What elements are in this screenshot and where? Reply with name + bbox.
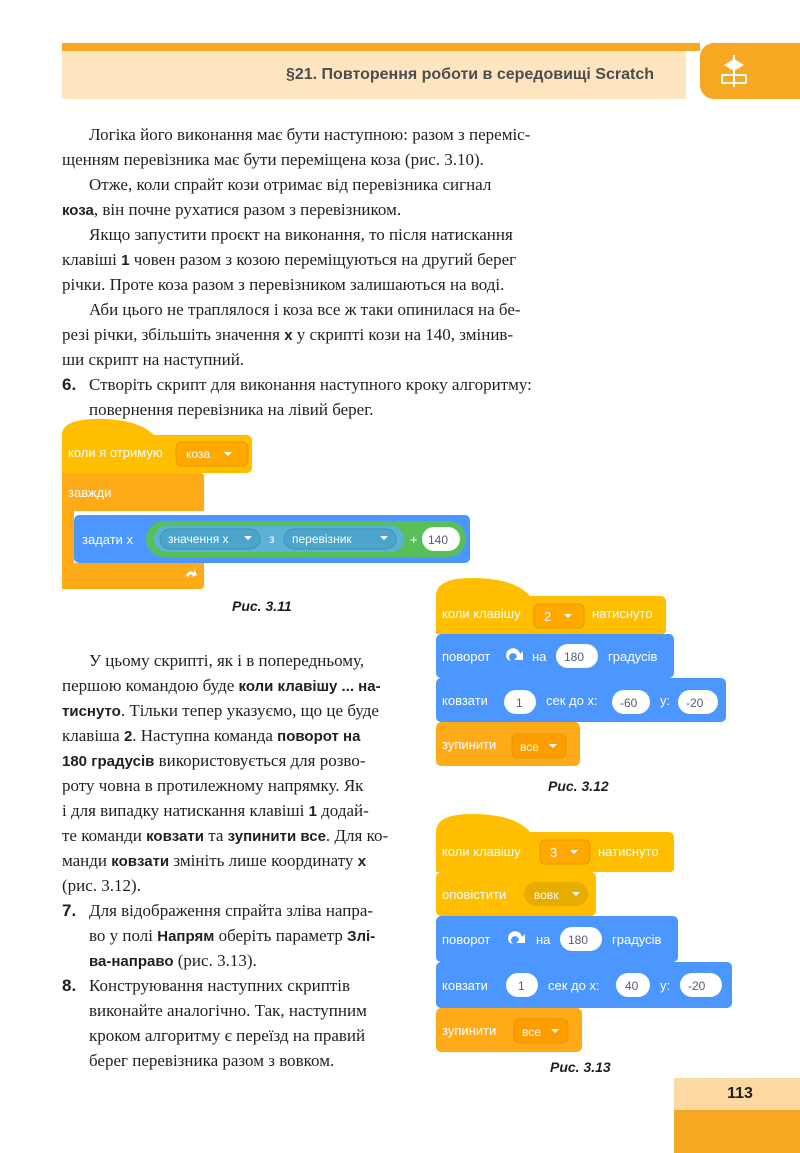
step-line: ва-направо (рис. 3.13). bbox=[89, 951, 257, 970]
scratch-script-fig-3-11 bbox=[58, 415, 478, 595]
step-line: во у полі Напрям оберіть параметр Злі- bbox=[89, 926, 376, 945]
paragraph-line: (рис. 3.12). bbox=[62, 876, 141, 895]
paragraph-line: тиснуто. Тільки тепер указуємо, що це буде bbox=[62, 701, 379, 720]
figure-caption: Рис. 3.13 bbox=[550, 1059, 611, 1075]
x-value: 40 bbox=[625, 979, 639, 993]
glide-label: ковзати bbox=[442, 978, 488, 993]
stop-label: зупинити bbox=[442, 737, 497, 752]
of-label: з bbox=[269, 532, 275, 546]
y-value: -20 bbox=[688, 979, 706, 993]
secs-to-x-label: сек до x: bbox=[546, 693, 598, 708]
step-line: Створіть скрипт для виконання наступного кроку алгоритму: bbox=[89, 375, 532, 394]
key-dropdown[interactable] bbox=[534, 604, 584, 628]
paragraph-line: Аби цього не траплялося і коза все ж таки опинилася на бе- bbox=[89, 300, 521, 319]
degrees-value: 180 bbox=[564, 650, 585, 664]
on-label: на bbox=[532, 649, 547, 664]
turn-label: поворот bbox=[442, 932, 491, 947]
paragraph-line: Якщо запустити проєкт на виконання, то після натискання bbox=[89, 225, 513, 244]
hat-label: коли клавішу bbox=[442, 606, 521, 621]
page-number-tab bbox=[674, 1110, 800, 1153]
hat-suffix: натиснуто bbox=[598, 844, 659, 859]
on-label: на bbox=[536, 932, 551, 947]
turn-label: поворот bbox=[442, 649, 491, 664]
figure-caption: Рис. 3.11 bbox=[232, 598, 292, 614]
broadcast-label: оповістити bbox=[442, 887, 507, 902]
stop-label: зупинити bbox=[442, 1023, 497, 1038]
y-value: -20 bbox=[686, 696, 704, 710]
paragraph-line: Отже, коли спрайт кози отримає від перевізника сигнал bbox=[89, 175, 492, 194]
hat-label: коли клавішу bbox=[442, 844, 521, 859]
x-value: -60 bbox=[620, 696, 638, 710]
flowchart-icon bbox=[716, 53, 752, 89]
degrees-label: градусів bbox=[608, 649, 658, 664]
key-dropdown[interactable] bbox=[540, 840, 590, 864]
paragraph-line: Логіка його виконання має бути наступною: разом з переміс- bbox=[89, 125, 531, 144]
paragraph-line: резі річки, збільшіть значення x у скрипті кози на 140, змінив- bbox=[62, 325, 514, 344]
paragraph-line: роту човна в протилежному напрямку. Як bbox=[62, 776, 364, 795]
paragraph-line: першою командою буде коли клавішу ... на- bbox=[62, 676, 381, 695]
glide-seconds-value: 1 bbox=[516, 696, 523, 710]
paragraph-line: щенням перевізника має бути переміщена коза (рис. 3.10). bbox=[62, 150, 484, 169]
figure-caption: Рис. 3.12 bbox=[548, 778, 609, 794]
property-value: значення x bbox=[168, 532, 229, 546]
bold-term: коза bbox=[62, 202, 94, 219]
step-number: 6. bbox=[62, 375, 77, 394]
step-line: кроком алгоритму є переїзд на правий bbox=[89, 1026, 366, 1045]
scratch-script-fig-3-12 bbox=[432, 572, 732, 772]
key-value: 3 bbox=[550, 845, 558, 860]
paragraph-line: манди ковзати змініть лише координату x bbox=[62, 851, 367, 870]
header-top-bar bbox=[62, 43, 700, 51]
page-number: 113 bbox=[727, 1085, 753, 1102]
number-value: 140 bbox=[428, 533, 449, 547]
set-x-label: задати x bbox=[82, 532, 134, 547]
paragraph-line: ши скрипт на наступний. bbox=[62, 350, 245, 369]
secs-to-x-label: сек до x: bbox=[548, 978, 600, 993]
glide-seconds-value: 1 bbox=[518, 979, 525, 993]
paragraph-line: річки. Проте коза разом з перевізником залишаються на воді. bbox=[62, 275, 505, 294]
paragraph-line: клавіша 2. Наступна команда поворот на bbox=[62, 726, 361, 745]
plus-operator: + bbox=[410, 532, 418, 547]
step-line: Для відображення спрайта зліва напра- bbox=[89, 901, 374, 920]
step-line: Конструювання наступних скриптів bbox=[89, 976, 350, 995]
scratch-script-fig-3-13 bbox=[432, 808, 742, 1058]
step-number: 8. bbox=[62, 976, 77, 995]
hat-suffix: натиснуто bbox=[592, 606, 653, 621]
paragraph-line: коза, він почне рухатися разом з перевізником. bbox=[62, 200, 402, 219]
degrees-label: градусів bbox=[612, 932, 662, 947]
message-value: коза bbox=[186, 447, 211, 461]
paragraph-line: клавіші 1 човен разом з козою переміщуються на другий берег bbox=[62, 250, 517, 269]
forever-label: завжди bbox=[68, 485, 112, 500]
glide-label: ковзати bbox=[442, 693, 488, 708]
degrees-value: 180 bbox=[568, 933, 589, 947]
stop-option: все bbox=[522, 1025, 541, 1039]
bold-term: x bbox=[284, 327, 293, 344]
paragraph-line: і для випадку натискання клавіші 1 додай- bbox=[62, 801, 369, 820]
step-line: виконайте аналогічно. Так, наступним bbox=[89, 1001, 367, 1020]
section-title: §21. Повторення роботи в середовищі Scratch bbox=[285, 66, 654, 83]
stop-option: все bbox=[520, 740, 539, 754]
y-label: y: bbox=[660, 978, 671, 993]
key-value: 2 bbox=[544, 609, 552, 624]
y-label: y: bbox=[660, 693, 671, 708]
sprite-value: перевізник bbox=[292, 532, 352, 546]
paragraph-line: У цьому скрипті, як і в попередньому, bbox=[89, 651, 365, 670]
step-line: берег перевізника разом з вовком. bbox=[89, 1051, 335, 1070]
paragraph-line: 180 градусів використовується для розво- bbox=[62, 751, 366, 770]
paragraph-line: те команди ковзати та зупинити все. Для ко- bbox=[62, 826, 389, 845]
broadcast-value: вовк bbox=[534, 888, 559, 902]
hat-label: коли я отримую bbox=[68, 445, 163, 460]
step-line: повернення перевізника на лівий берег. bbox=[89, 400, 374, 419]
step-number: 7. bbox=[62, 901, 77, 920]
bold-term: 1 bbox=[121, 252, 130, 269]
